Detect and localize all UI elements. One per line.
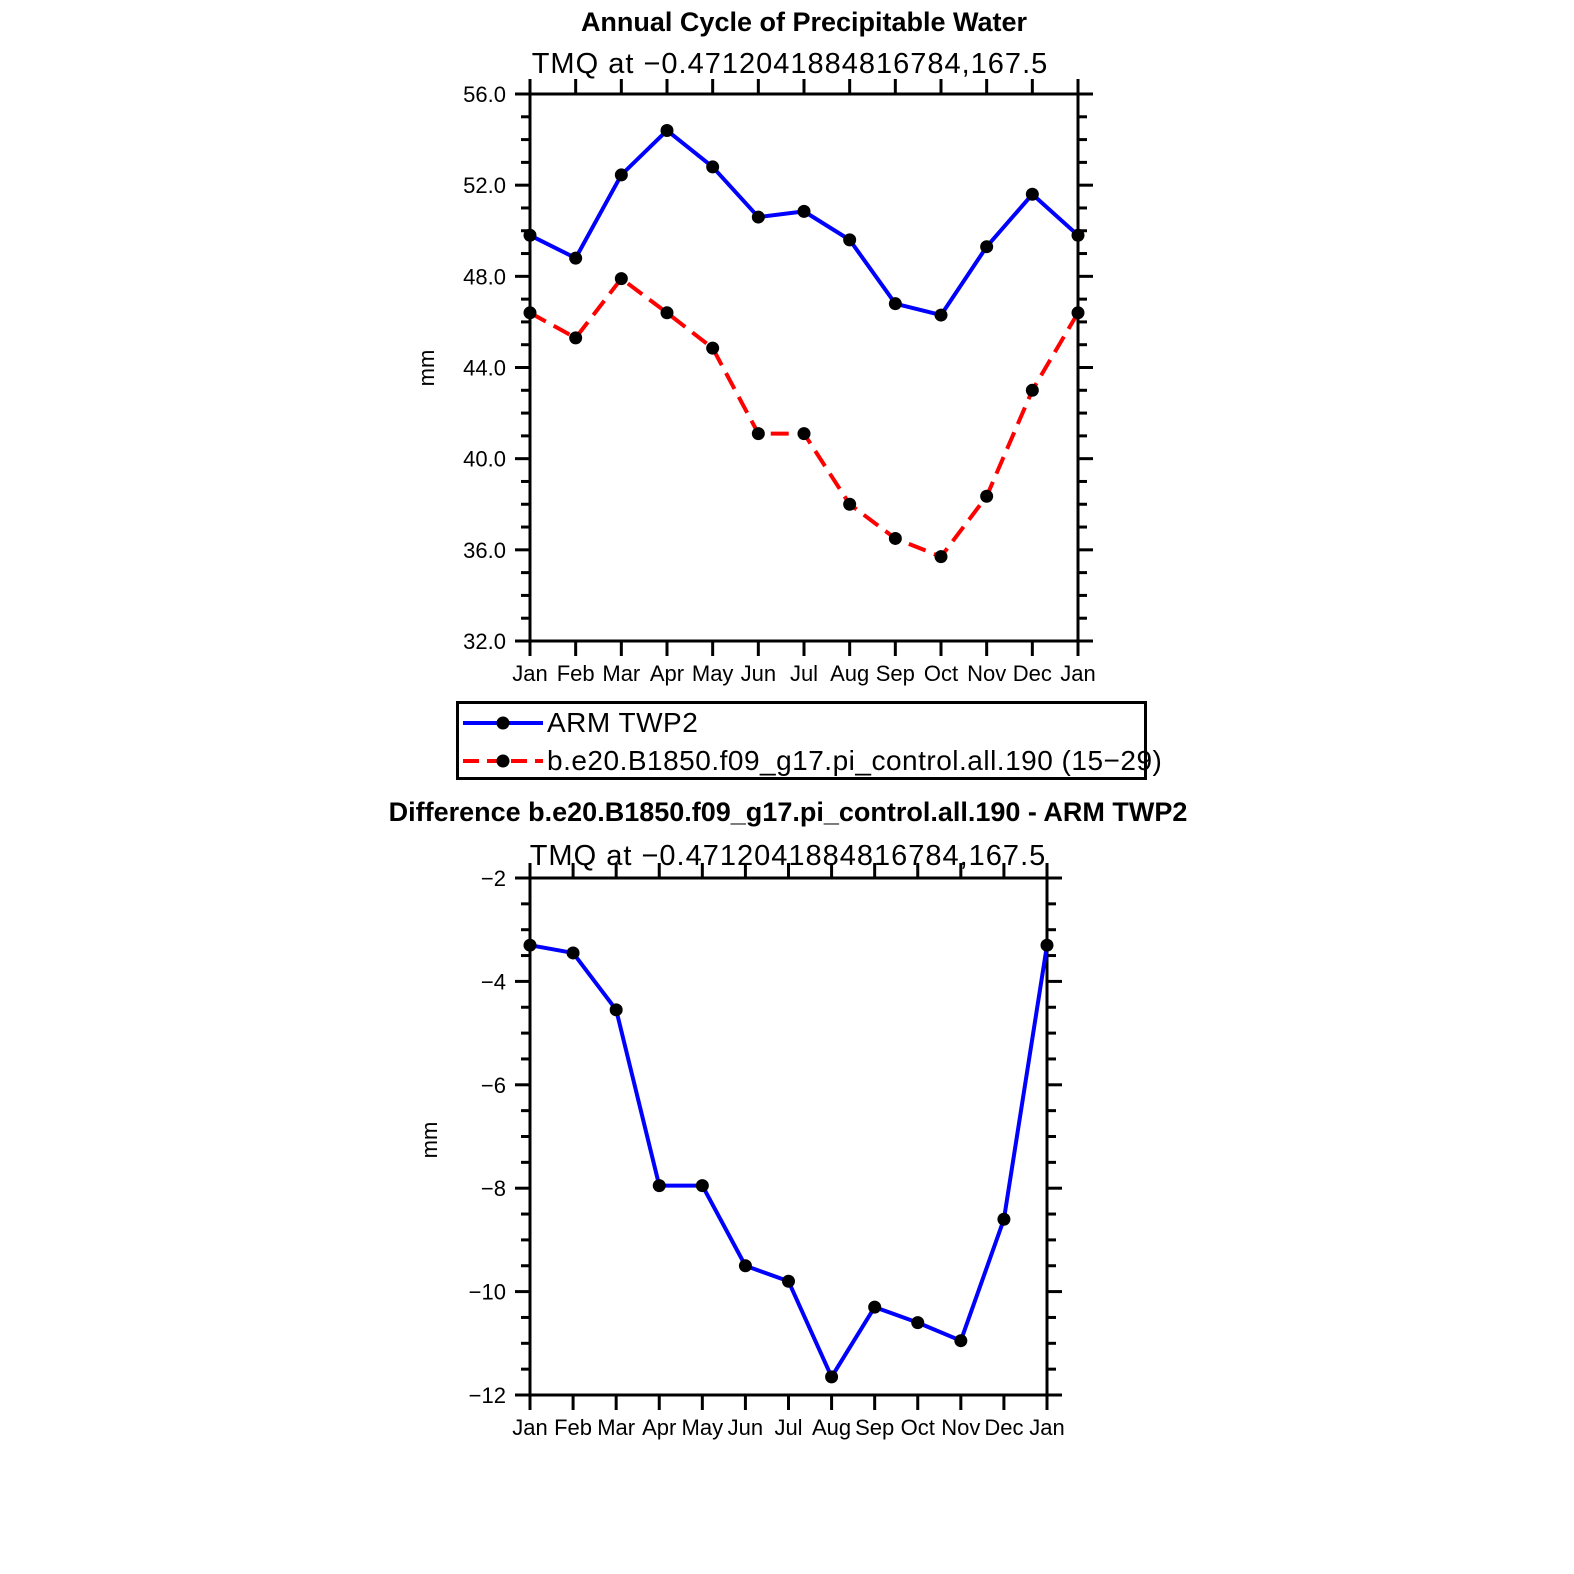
y-tick-label: 56.0: [463, 82, 506, 107]
data-point-marker: [997, 1213, 1010, 1226]
data-point-marker: [911, 1316, 924, 1329]
y-tick-label: 52.0: [463, 173, 506, 199]
x-tick-label: Jan: [512, 661, 548, 686]
data-point-marker: [567, 946, 580, 959]
x-tick-label: Dec: [984, 1415, 1024, 1440]
x-tick-label: Mar: [602, 661, 641, 686]
x-tick-label: Jan: [512, 1415, 548, 1440]
x-tick-label: Mar: [597, 1415, 636, 1440]
x-tick-label: Jul: [774, 1415, 803, 1440]
data-point-marker: [868, 1301, 881, 1314]
x-tick-label: Jan: [1060, 661, 1096, 686]
y-tick-label: −2: [480, 866, 506, 891]
x-tick-label: May: [681, 1415, 724, 1440]
y-tick-label: 48.0: [463, 264, 506, 290]
y-tick-label: 32.0: [463, 629, 506, 654]
x-tick-label: Feb: [554, 1415, 593, 1440]
y-tick-label: 36.0: [463, 537, 506, 563]
x-tick-label: Jan: [1029, 1415, 1065, 1440]
data-point-marker: [653, 1179, 666, 1192]
x-tick-label: Jun: [727, 1415, 764, 1440]
y-tick-label: 44.0: [463, 355, 506, 381]
chart2-title: Difference b.e20.B1850.f09_g17.pi_control.all.190 - ARM TWP2: [388, 797, 1188, 827]
x-tick-label: Apr: [649, 661, 685, 686]
x-tick-label: Sep: [875, 661, 915, 686]
x-tick-label: Feb: [556, 661, 595, 686]
y-tick-label: 40.0: [463, 446, 506, 472]
data-point-marker: [1041, 939, 1054, 952]
y-tick-label: −6: [480, 1072, 506, 1098]
x-tick-label: Aug: [812, 1415, 852, 1440]
x-tick-label: Nov: [967, 661, 1007, 686]
x-tick-label: Aug: [830, 661, 870, 686]
x-tick-label: May: [691, 661, 734, 686]
x-tick-label: Dec: [1012, 661, 1052, 686]
y-tick-label: −4: [480, 969, 506, 995]
chart2-subtitle: TMQ at −0.4712041884816784,167.5: [529, 840, 1047, 872]
chart1-y-axis-label: mm: [414, 349, 439, 387]
legend-label-arm-twp2: ARM TWP2: [547, 707, 699, 738]
legend-label-model: b.e20.B1850.f09_g17.pi_control.all.190 (15−29): [547, 745, 1163, 776]
data-point-marker: [696, 1179, 709, 1192]
data-point-marker: [782, 1275, 795, 1288]
chart2-y-axis-label: mm: [417, 1121, 442, 1159]
data-point-marker: [739, 1259, 752, 1272]
x-tick-label: Sep: [855, 1415, 895, 1440]
data-point-marker: [954, 1334, 967, 1347]
data-point-marker: [524, 939, 537, 952]
y-tick-label: −8: [480, 1176, 506, 1202]
y-tick-label: −12: [468, 1383, 506, 1408]
chart1-subtitle: TMQ at −0.4712041884816784,167.5: [531, 48, 1049, 80]
x-tick-label: Oct: [900, 1415, 935, 1440]
data-point-marker: [610, 1003, 623, 1016]
x-tick-label: Jun: [740, 661, 777, 686]
series-line: [530, 945, 1047, 1377]
x-tick-label: Nov: [941, 1415, 981, 1440]
x-tick-label: Oct: [923, 661, 959, 686]
x-tick-label: Apr: [642, 1415, 677, 1440]
y-tick-label: −10: [468, 1279, 506, 1305]
chart1-title: Annual Cycle of Precipitable Water: [580, 7, 1028, 37]
data-point-marker: [825, 1370, 838, 1383]
x-tick-label: Jul: [789, 661, 819, 686]
